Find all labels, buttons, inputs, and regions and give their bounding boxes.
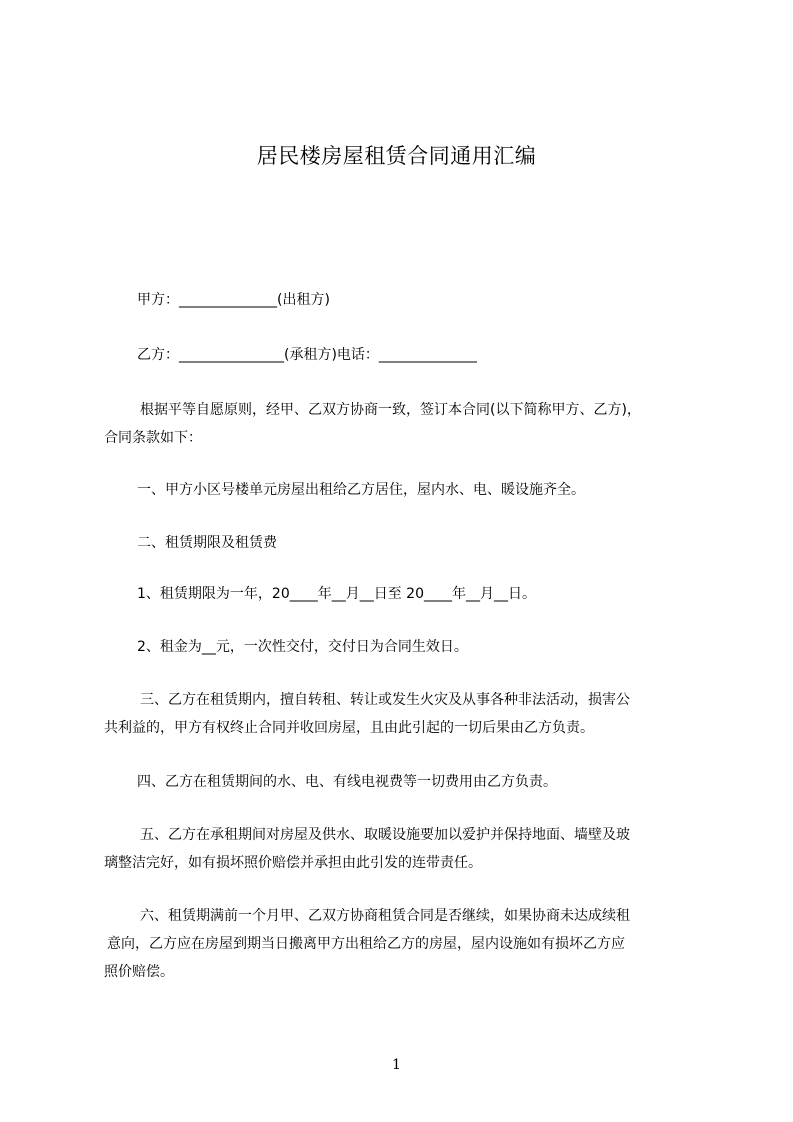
clause-2-1: 1、租赁期限为一年，20____年__月__日至 20____年__月__日。 [137,586,536,602]
document-title: 居民楼房屋租赁合同通用汇编 [256,144,537,168]
intro-line-2: 合同条款如下： [104,430,202,446]
party-b-line: 乙方：_______________(承租方)电话：______________ [137,347,477,363]
clause-2-2: 2、租金为__元，一次性交付，交付日为合同生效日。 [137,639,468,655]
clause-6-line-1: 六、租赁期满前一个月甲、乙双方协商租赁合同是否继续，如果协商未达成续租 [140,908,630,924]
clause-5-line-1: 五、乙方在承租期间对房屋及供水、取暖设施要加以爱护并保持地面、墙壁及玻 [140,827,630,843]
clause-3 [104,686,630,742]
clause-5-line-2: 璃整洁完好，如有损坏照价赔偿并承担由此引发的连带责任。 [104,855,482,871]
clause-6 [104,902,630,986]
intro-line-1: 根据平等自愿原则，经甲、乙双方协商一致，签订本合同(以下简称甲方、乙方)， [140,402,641,418]
party-a-line: 甲方：______________(出租方) [137,292,330,308]
intro-paragraph [104,396,641,452]
page-number: 1 [392,1057,401,1073]
clause-1: 一、甲方小区号楼单元房屋出租给乙方居住，屋内水、电、暖设施齐全。 [137,482,585,498]
clause-4: 四、乙方在租赁期间的水、电、有线电视费等一切费用由乙方负责。 [137,774,557,790]
clause-6-line-2: 意向，乙方应在房屋到期当日搬离甲方出租给乙方的房屋，屋内设施如有损坏乙方应 [107,936,625,952]
clause-3-line-1: 三、乙方在租赁期内，擅自转租、转让或发生火灾及从事各种非法活动，损害公 [140,692,630,708]
clause-3-line-2: 共利益的，甲方有权终止合同并收回房屋，且由此引起的一切后果由乙方负责。 [104,720,594,736]
clause-6-line-3: 照价赔偿。 [104,964,174,980]
clause-2-heading: 二、租赁期限及租赁费 [137,535,277,551]
clause-5 [104,821,630,877]
